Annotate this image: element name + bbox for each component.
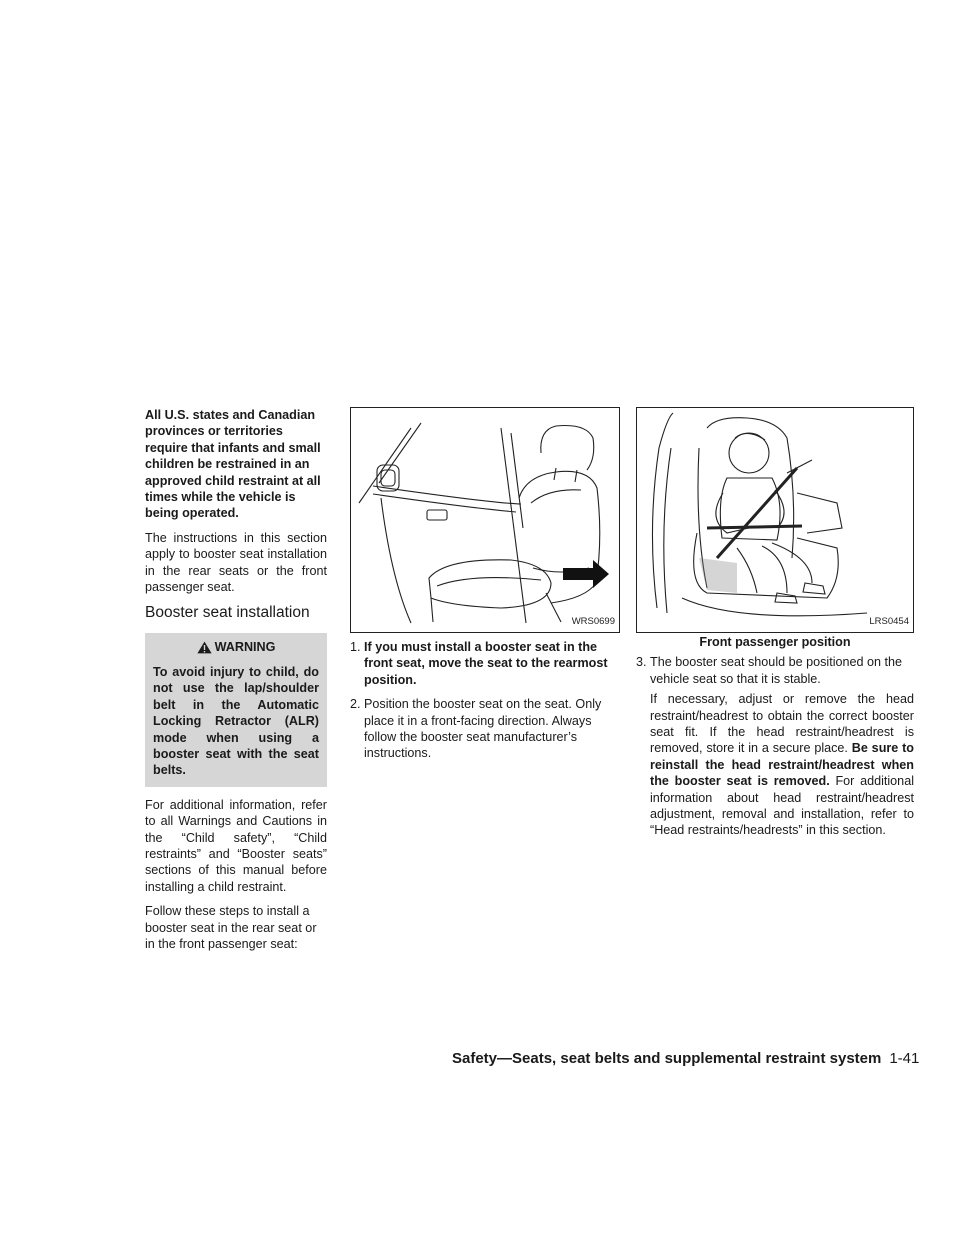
intro-bold-paragraph: All U.S. states and Canadian provinces or territories require that infants and small children be restrained in an approved child restraint at all times while the vehicle is being operated.	[145, 408, 321, 521]
step-text: If you must install a booster seat in the front seat, move the seat to the rearmost position.	[364, 640, 608, 687]
step-text: Position the booster seat on the seat. Only place it in a front-facing direction. Always follow the booster seat manufacturer’s instructions.	[364, 697, 602, 761]
step-number: 1.	[350, 640, 361, 654]
figure-id: WRS0699	[571, 614, 616, 630]
intro-paragraph: The instructions in this section apply to booster seat installation in the rear seats or the front passenger seat.	[145, 530, 327, 595]
list-item	[350, 639, 620, 688]
step-number: 3.	[636, 655, 647, 670]
step-number: 2.	[350, 697, 361, 712]
step-sub-text-1: If necessary, adjust or remove the head restraint/headrest to obtain the correct booster seat fit. If the head restraint/headrest is removed, store it in a secure place.	[650, 692, 914, 756]
steps-list-b	[636, 654, 914, 838]
list-item	[636, 654, 914, 838]
front-passenger-figure	[636, 407, 914, 633]
footer-section-title: Safety—Seats, seat belts and supplemental restraint system	[452, 1050, 882, 1067]
middle-column	[350, 407, 620, 770]
page-footer	[452, 1050, 920, 1067]
additional-info-paragraph: For additional information, refer to all Warnings and Cautions in the “Child safety”, “Child restraints” and “Booster seats” sections of this manual before installing a child restraint.	[145, 797, 327, 894]
warning-title-text: WARNING	[214, 640, 276, 655]
vehicle-seat-illustration	[351, 408, 619, 632]
steps-intro-paragraph: Follow these steps to install a booster seat in the rear seat or in the front passenger seat:	[145, 904, 317, 951]
figure-caption: Front passenger position	[699, 635, 851, 649]
figure-id: LRS0454	[868, 614, 910, 630]
steps-list-a	[350, 639, 620, 762]
left-column	[145, 407, 327, 960]
warning-box	[145, 633, 327, 786]
right-column	[636, 407, 914, 847]
section-heading: Booster seat installation	[145, 604, 310, 622]
page-number: 1-41	[889, 1050, 920, 1067]
step-sub-text-2: For additional information about head restraint/headrest adjustment, removal and installation, refer to “Head restraints/headrests” in this section.	[650, 774, 914, 838]
step-text: The booster seat should be positioned on the vehicle seat so that it is stable.	[650, 655, 903, 686]
list-item	[350, 696, 620, 762]
booster-seat-figure	[350, 407, 620, 633]
warning-title	[153, 639, 319, 655]
child-booster-illustration	[637, 408, 913, 632]
step-sub-bold: Be sure to reinstall the head restraint/headrest when the booster seat is removed.	[650, 741, 914, 789]
warning-triangle-icon	[197, 641, 212, 654]
step-sub-paragraph	[650, 691, 914, 839]
warning-text: To avoid injury to child, do not use the lap/shoulder belt in the Automatic Locking Retractor (ALR) mode when using a booster seat with the seat belts.	[153, 664, 319, 778]
